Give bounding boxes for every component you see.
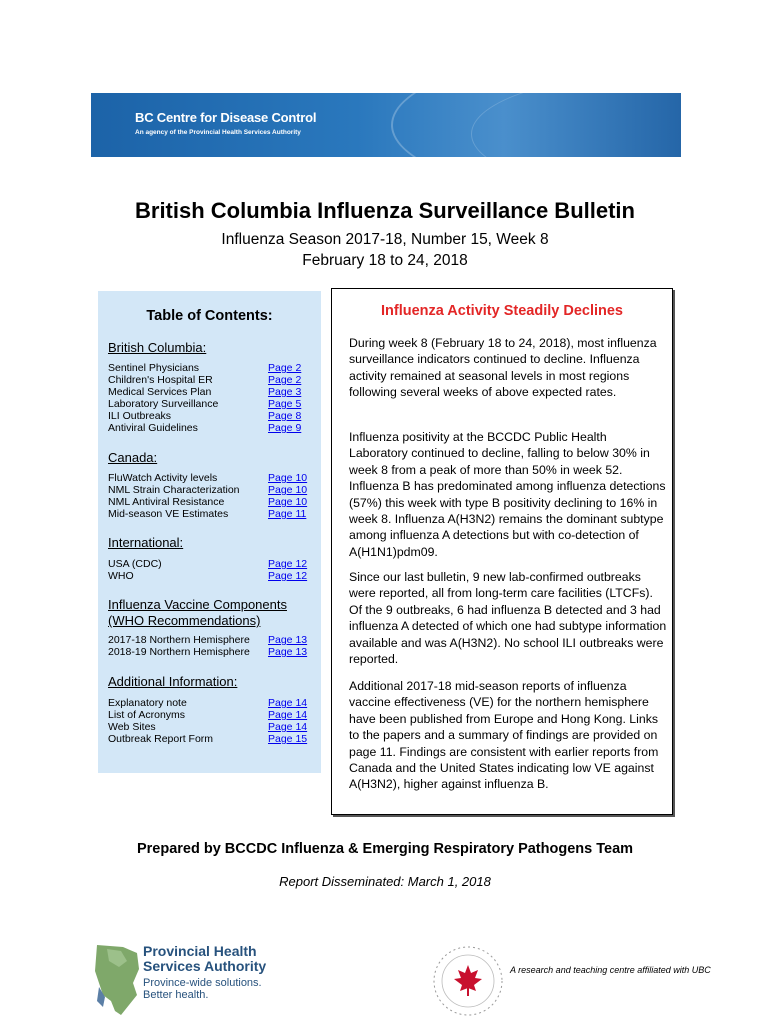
- toc-page-link[interactable]: Page 14: [268, 709, 308, 721]
- banner-subtitle: An agency of the Provincial Health Services Authority: [135, 129, 301, 136]
- toc-list-canada: [108, 472, 308, 520]
- toc-item: [108, 496, 308, 508]
- phsa-tagline: [143, 977, 262, 1001]
- toc-item-label: Medical Services Plan: [108, 386, 212, 398]
- toc-page-link[interactable]: Page 13: [268, 646, 308, 658]
- summary-paragraph-3: Since our last bulletin, 9 new lab-confirmed outbreaks were reported, all from long-term care facilities (LTCFs). Of the 9 outbreaks, 6 had influenza B detected and 3 had influenza A detected of which one had subtype information available and was A(H3N2). No school ILI outbreaks were reported.: [349, 570, 667, 667]
- ubc-affiliation: A research and teaching centre affiliated with UBC: [510, 965, 711, 975]
- phsa-name-line2: Services Authority: [143, 958, 267, 974]
- toc-item-label: List of Acronyms: [108, 709, 186, 721]
- toc-page-link[interactable]: Page 9: [268, 422, 302, 434]
- summary-paragraph-4: Additional 2017-18 mid-season reports of influenza vaccine effectiveness (VE) for the northern hemisphere have been published from Europe and Hong Kong. Links to the papers and a summary of findings are provided on page 11. Findings are consistent with earlier reports from Canada and the United States indicating low VE against A(H3N2), higher against influenza B.: [349, 679, 659, 792]
- bulletin-dates: February 18 to 24, 2018: [302, 252, 468, 269]
- toc-page-link[interactable]: Page 12: [268, 570, 308, 582]
- summary-paragraph-2: Influenza positivity at the BCCDC Public Health Laboratory continued to decline, falling to below 30% in week 8 from a peak of more than 50% in week 52. Influenza B has predominated among influenza detections (57%) this week with type B positivity declining to 16% in week 8. Influenza A(H3N2) remains the dominant subtype among influenza A detections but with co-detection of A(H1N1)pdm09.: [349, 430, 666, 559]
- summary-box: [331, 288, 673, 815]
- toc-item: [108, 472, 308, 484]
- toc-item-label: ILI Outbreaks: [108, 410, 172, 422]
- bccdc-banner: [91, 93, 681, 157]
- toc-page-link[interactable]: Page 11: [268, 508, 307, 520]
- accreditation-seal-icon: [430, 943, 506, 1019]
- toc-page-link[interactable]: Page 10: [268, 496, 308, 508]
- toc-item: [108, 398, 308, 410]
- toc-item-label: Sentinel Physicians: [108, 362, 200, 374]
- summary-paragraph-1: During week 8 (February 18 to 24, 2018), most influenza surveillance indicators continued to decline. Influenza activity remained at seasonal levels in most regions following several weeks of above expected rates.: [349, 336, 657, 400]
- toc-item: [108, 570, 308, 582]
- toc-item: [108, 422, 308, 434]
- toc-item-label: Explanatory note: [108, 697, 187, 709]
- toc-item: [108, 386, 308, 398]
- toc-item: [108, 362, 308, 374]
- toc-item-label: Laboratory Surveillance: [108, 398, 219, 410]
- phsa-logo: [93, 941, 273, 1017]
- toc-item: [108, 646, 308, 658]
- phsa-name-line1: Provincial Health: [143, 943, 257, 959]
- toc-list-additional: [108, 697, 308, 745]
- toc-title: Table of Contents:: [146, 308, 273, 324]
- banner-swoosh-decoration-2: [471, 93, 681, 157]
- toc-item-label: USA (CDC): [108, 558, 162, 570]
- toc-item: [108, 374, 308, 386]
- toc-item-label: Mid-season VE Estimates: [108, 508, 229, 520]
- toc-page-link[interactable]: Page 8: [268, 410, 302, 422]
- toc-item: [108, 484, 308, 496]
- toc-page-link[interactable]: Page 10: [268, 472, 308, 484]
- toc-page-link[interactable]: Page 5: [268, 398, 302, 410]
- prepared-by: Prepared by BCCDC Influenza & Emerging Respiratory Pathogens Team: [136, 841, 634, 857]
- toc-page-link[interactable]: Page 14: [268, 697, 308, 709]
- toc-item: [108, 721, 308, 733]
- phsa-tagline-line1: Province-wide solutions.: [143, 977, 262, 989]
- toc-section-additional: Additional Information:: [108, 674, 238, 689]
- toc-item-label: Antiviral Guidelines: [108, 422, 198, 434]
- table-of-contents: [98, 291, 321, 773]
- toc-item: [108, 733, 308, 745]
- toc-item: [108, 508, 308, 520]
- toc-page-link[interactable]: Page 10: [268, 484, 308, 496]
- toc-item-label: 2018-19 Northern Hemisphere: [108, 646, 250, 658]
- toc-section-bc: British Columbia:: [108, 340, 207, 355]
- phsa-name: [143, 944, 266, 974]
- disseminated-date: Report Disseminated: March 1, 2018: [279, 874, 491, 889]
- toc-item-label: NML Strain Characterization: [108, 484, 240, 496]
- toc-page-link[interactable]: Page 2: [268, 362, 302, 374]
- toc-page-link[interactable]: Page 15: [268, 733, 308, 745]
- banner-title: BC Centre for Disease Control: [135, 110, 317, 125]
- toc-section-canada: Canada:: [108, 450, 158, 465]
- toc-item: [108, 558, 308, 570]
- summary-title: Influenza Activity Steadily Declines: [380, 303, 623, 319]
- bc-map-icon: [93, 943, 141, 1017]
- toc-item-label: Outbreak Report Form: [108, 733, 214, 745]
- toc-list-vaccine: [108, 634, 308, 658]
- toc-item-label: FluWatch Activity levels: [108, 472, 218, 484]
- toc-list-bc: [108, 362, 308, 434]
- toc-page-link[interactable]: Page 3: [268, 386, 302, 398]
- toc-item-label: NML Antiviral Resistance: [108, 496, 225, 508]
- toc-item-label: 2017-18 Northern Hemisphere: [108, 634, 250, 646]
- toc-item: [108, 709, 308, 721]
- toc-item: [108, 634, 308, 646]
- toc-page-link[interactable]: Page 12: [268, 558, 308, 570]
- toc-page-link[interactable]: Page 14: [268, 721, 308, 733]
- toc-section-international: International:: [108, 535, 184, 550]
- toc-item: [108, 410, 308, 422]
- toc-item-label: WHO: [108, 570, 134, 582]
- toc-item-label: Web Sites: [108, 721, 156, 733]
- toc-item: [108, 697, 308, 709]
- toc-section-vaccine-line2: (WHO Recommendations): [108, 613, 261, 628]
- bulletin-subtitle: Influenza Season 2017-18, Number 15, Week 8: [221, 231, 549, 248]
- toc-page-link[interactable]: Page 13: [268, 634, 308, 646]
- bulletin-title: British Columbia Influenza Surveillance Bulletin: [135, 198, 635, 223]
- toc-list-international: [108, 558, 308, 582]
- toc-section-vaccine: Influenza Vaccine Components: [108, 597, 287, 612]
- toc-item-label: Children's Hospital ER: [108, 374, 213, 386]
- phsa-tagline-line2: Better health.: [143, 989, 209, 1001]
- toc-page-link[interactable]: Page 2: [268, 374, 302, 386]
